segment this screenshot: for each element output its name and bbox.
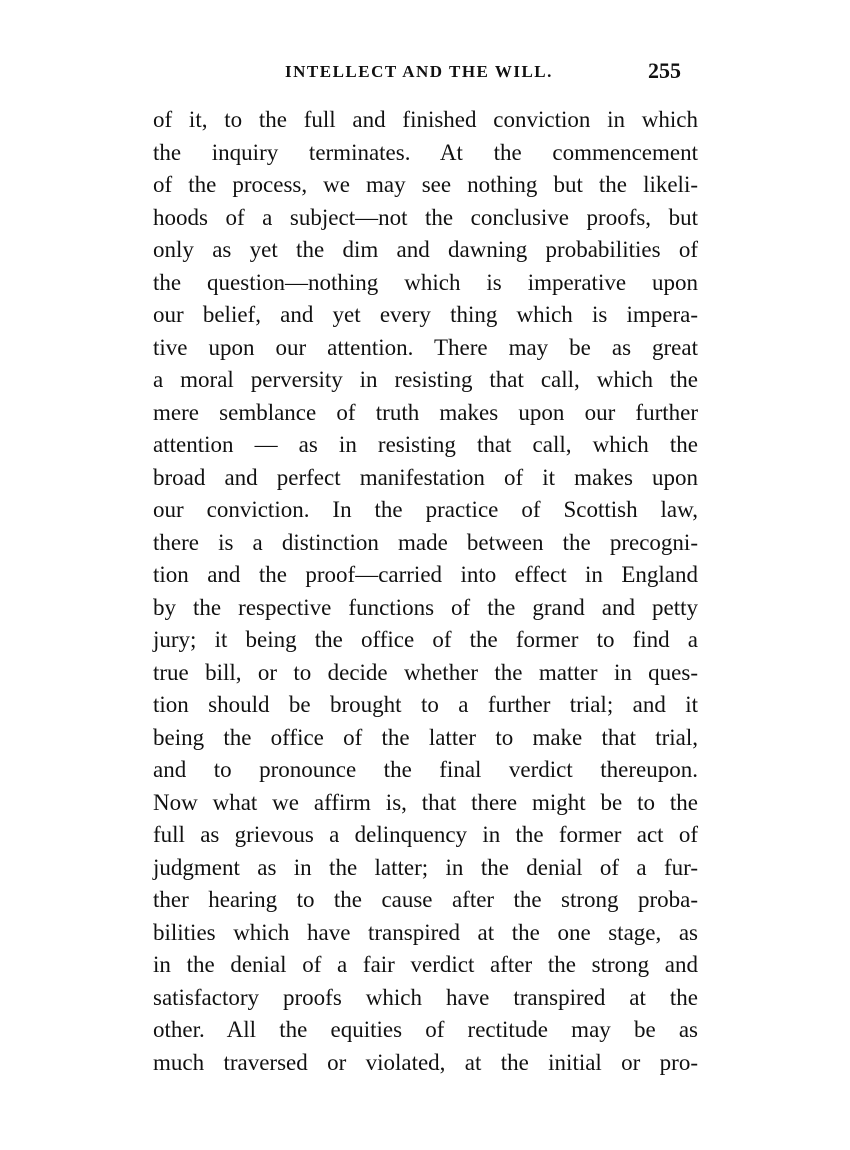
text-line: attention — as in resisting that call, which the: [153, 432, 698, 457]
text-line: satisfactory proofs which have transpired at the: [153, 984, 698, 1010]
text-line: our belief, and yet every thing which is impera-: [153, 302, 698, 327]
text-line: bilities which have transpired at the one stage, as: [153, 919, 698, 945]
text-line: hoods of a subject—not the conclusive proofs, but: [153, 204, 698, 230]
text-line: tive upon our attention. There may be as great: [153, 334, 698, 360]
text-line: mere semblance of truth makes upon our further: [153, 399, 698, 425]
text-line: the question—nothing which is imperative upon: [153, 269, 698, 295]
text-line: much traversed or violated, at the initial or pro-: [153, 1049, 698, 1075]
text-line: and to pronounce the final verdict thereupon.: [153, 757, 698, 782]
text-line: true bill, or to decide whether the matter in ques-: [153, 659, 698, 685]
text-line: by the respective functions of the grand and petty: [153, 594, 698, 620]
text-line: of it, to the full and finished conviction in which: [153, 107, 698, 132]
text-line: jury; it being the office of the former to find a: [153, 627, 698, 652]
text-line: other. All the equities of rectitude may be as: [153, 1017, 698, 1042]
text-line: broad and perfect manifestation of it makes upon: [153, 464, 698, 490]
text-line: in the denial of a fair verdict after the strong and: [153, 952, 698, 977]
text-line: our conviction. In the practice of Scottish law,: [153, 497, 698, 522]
text-line: tion and the proof—carried into effect in England: [153, 562, 698, 587]
text-line: ther hearing to the cause after the strong proba-: [153, 887, 698, 912]
text-line: tion should be brought to a further trial; and it: [153, 692, 698, 717]
text-line: judgment as in the latter; in the denial of a fur-: [153, 854, 698, 880]
text-line: there is a distinction made between the precogni-: [153, 529, 698, 555]
text-line: Now what we affirm is, that there might be to the: [153, 789, 698, 815]
text-line: being the office of the latter to make that trial,: [153, 724, 698, 750]
text-line: a moral perversity in resisting that call, which the: [153, 367, 698, 392]
text-line: only as yet the dim and dawning probabilities of: [153, 237, 698, 262]
running-title: INTELLECT AND THE WILL.: [285, 62, 553, 81]
page-number: 255: [648, 58, 681, 83]
text-line: full as grievous a delinquency in the former act of: [153, 822, 698, 847]
text-line: of the process, we may see nothing but the likeli-: [153, 172, 698, 197]
text-line: the inquiry terminates. At the commencement: [153, 139, 698, 165]
body-text: [153, 104, 698, 1079]
